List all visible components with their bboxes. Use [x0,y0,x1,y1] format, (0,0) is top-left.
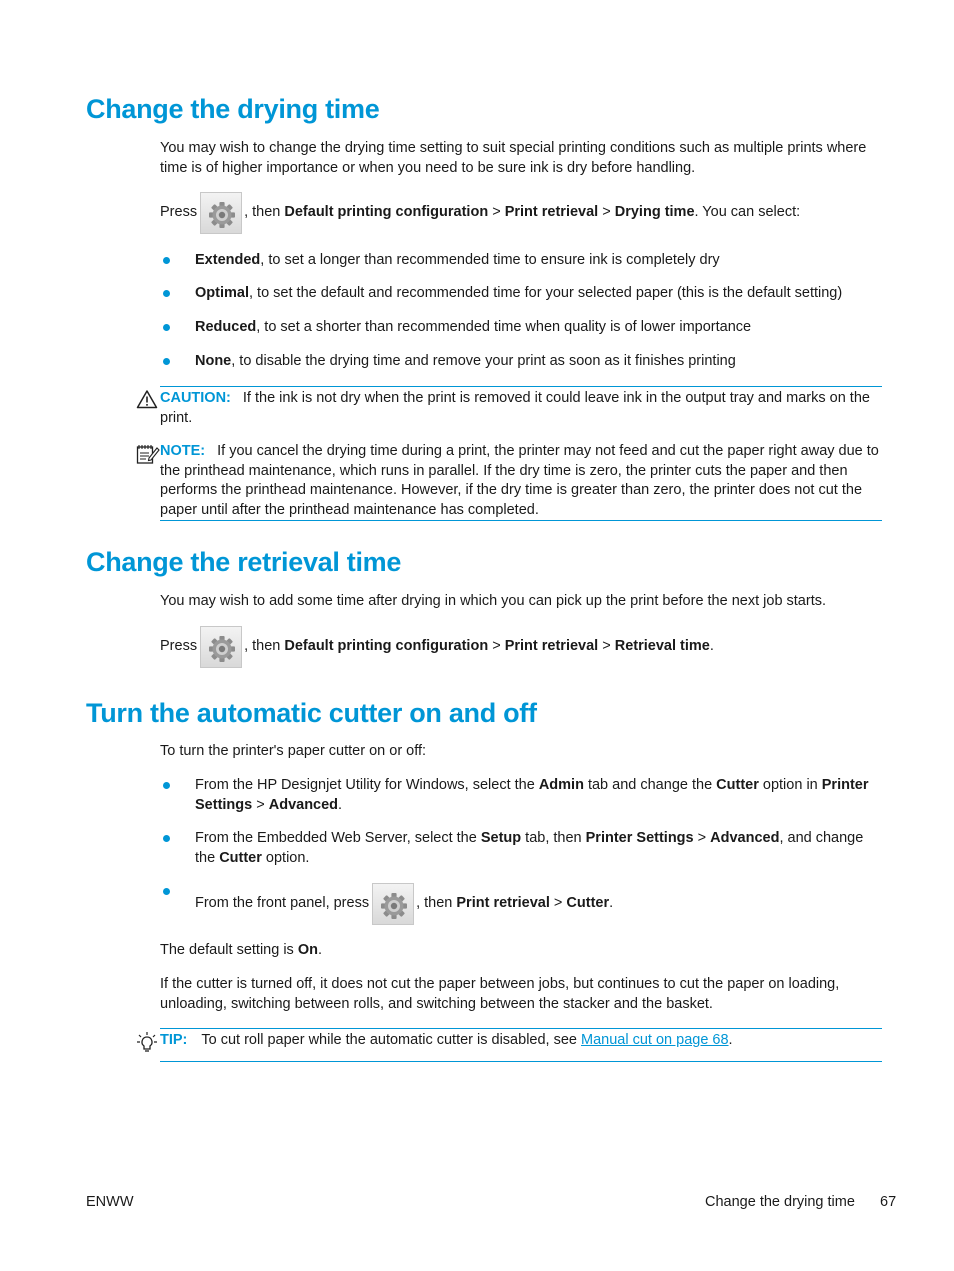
menu-path-print-retrieval: Print retrieval [504,204,599,221]
list-item: Extended, to set a longer than recommended time to ensure ink is completely dry [160,251,882,271]
bullet-dot [163,782,170,789]
manual-cut-link[interactable]: Manual cut on page 68 [581,1032,729,1048]
menu-path-default-config: Default printing configuration [284,204,489,221]
note-icon [136,443,160,472]
section-title-retrieval-time: Change the retrieval time [86,547,402,577]
tip-top-rule [160,1028,882,1029]
bullet-dot [163,290,170,297]
caution-note: CAUTION: If the ink is not dry when the print is removed it could leave ink in the output tray and marks on the print. [160,390,870,426]
caution-label: CAUTION: [160,390,231,406]
gear-icon[interactable] [200,192,242,234]
bullet-dot [163,888,170,895]
cutter-off-description: If the cutter is turned off, it does not cut the paper between jobs, but continues to cut the paper on loading, unloading, switching between rolls, and switching between the stacker and the basket. [160,976,840,1012]
drying-press-instruction: Press , then Default printing configuration > Print retrieval > Drying time . You can select: [160,191,800,235]
retrieval-intro: You may wish to add some time after drying in which you can pick up the print before the next job starts. [160,593,827,609]
gear-icon[interactable] [200,626,242,668]
bullet-dot [163,257,170,264]
cutter-default-setting: The default setting is On. [160,942,322,958]
section-title-drying-time: Change the drying time [86,94,380,124]
menu-path-retrieval-time: Retrieval time [614,638,710,655]
menu-path-drying-time: Drying time [614,204,695,221]
note-block: NOTE: If you cancel the drying time during a print, the printer may not feed and cut the paper right away due to the printhead maintenance, which runs in parallel. If the dry time is zero, the printer cuts the paper and then performs the printhead maintenance. However, if the dry time is greater than zero, the printer does not cut the paper until after the printhead maintenance has completed. [160,443,879,518]
bullet-dot [163,835,170,842]
gear-icon[interactable] [372,883,414,925]
note-bottom-rule [160,520,882,521]
warning-triangle-icon [136,389,158,416]
footer-left: ENWW [86,1194,134,1210]
page-number: 67 [880,1194,897,1210]
lightbulb-icon [136,1031,158,1062]
list-item: From the front panel, press , then Print retrieval > Cutter . [160,882,882,926]
cutter-intro: To turn the printer's paper cutter on or off: [160,743,427,759]
list-item: From the Embedded Web Server, select the Setup tab, then Printer Settings > Advanced, and change the Cutter option. [160,829,882,868]
menu-path-default-config: Default printing configuration [284,638,489,655]
tip-bottom-rule [160,1061,882,1062]
note-label: NOTE: [160,443,206,459]
bullet-dot [163,324,170,331]
caution-top-rule [160,386,882,387]
retrieval-press-instruction: Press , then Default printing configuration > Print retrieval > Retrieval time . [160,625,714,669]
footer-section-title: Change the drying time [705,1194,855,1210]
section-title-automatic-cutter: Turn the automatic cutter on and off [86,698,537,728]
bullet-dot [163,358,170,365]
list-item: None, to disable the drying time and remove your print as soon as it finishes printing [160,352,882,372]
tip-label: TIP: [160,1032,188,1048]
list-item: Reduced, to set a shorter than recommended time when quality is of lower importance [160,318,882,338]
tip-block: TIP: To cut roll paper while the automatic cutter is disabled, see Manual cut on page 68. [160,1032,733,1048]
menu-path-print-retrieval: Print retrieval [504,638,599,655]
list-item: From the HP Designjet Utility for Windows, select the Admin tab and change the Cutter option in Printer Settings > Advanced. [160,776,882,815]
drying-intro: You may wish to change the drying time setting to suit special printing conditions such as multiple prints where time is of higher importance or when you need to be sure ink is dry before handling. [160,140,867,176]
list-item: Optimal, to set the default and recommended time for your selected paper (this is the default setting) [160,284,882,304]
